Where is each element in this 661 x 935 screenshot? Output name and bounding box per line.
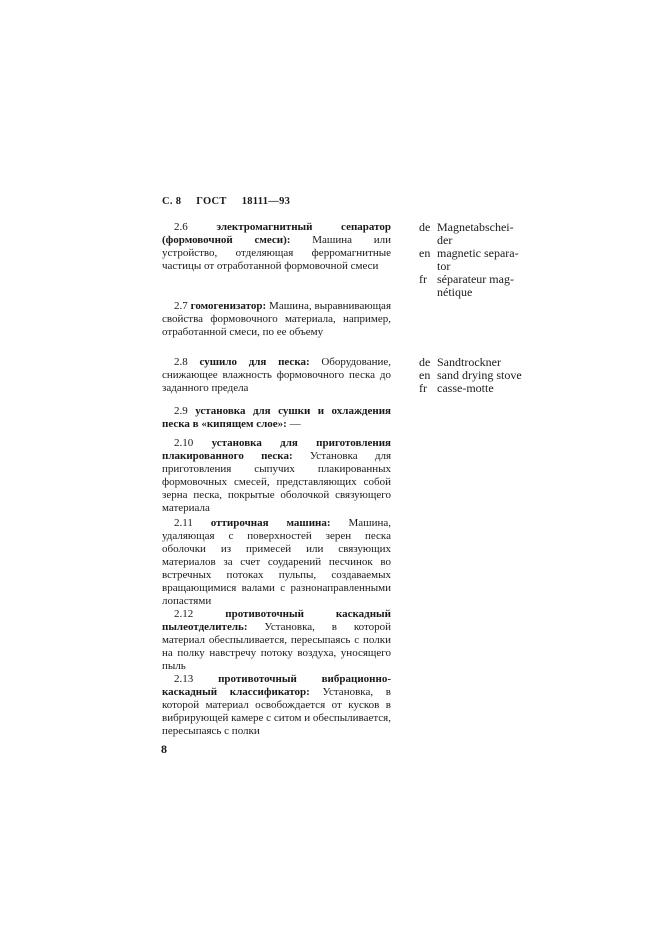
lang-code: en: [419, 246, 431, 260]
term-number: 2.13: [174, 673, 194, 685]
term-name: установка для приготовления плакированного песка:: [162, 437, 391, 462]
equivalent-term: sand drying stove: [437, 368, 522, 382]
header-standard: ГОСТ: [196, 196, 227, 207]
term-number: 2.7: [174, 300, 188, 312]
term-definition: Установка, в которой материал освобождается от кусков в вибрирующей камере с ситом и обеспыливается, пересыпаясь с полки: [162, 686, 392, 737]
term-name: оттирочная машина:: [210, 517, 331, 529]
header-number: 18111—93: [241, 196, 291, 207]
foreign-equivalents: [419, 221, 569, 299]
term-number: 2.6: [174, 221, 188, 233]
term-name: сушило для песка:: [199, 356, 310, 368]
term-entry: [162, 405, 391, 431]
lang-code: en: [419, 368, 431, 382]
term-entry: [162, 437, 391, 515]
term-number: 2.8: [174, 356, 188, 368]
page-header: [162, 196, 302, 207]
term-definition: Установка для приготовления сыпучих плакированных формовочных смесей, представляющих собой зерна песка, покрытые оболочкой связующего материала: [162, 450, 392, 514]
equivalent-term: Magnetabschei-: [437, 220, 514, 234]
term-entry: [162, 300, 391, 339]
term-entry: [162, 356, 391, 395]
term-entry: [162, 673, 391, 738]
lang-code: fr: [419, 272, 427, 286]
equivalent-term-cont: nétique: [437, 285, 473, 299]
lang-code: fr: [419, 381, 427, 395]
term-definition: Машина, выравнивающая свойства формовочного материала, например, отработанной смеси, по ее объему: [162, 300, 391, 338]
term-definition: Машина или устройство, отделяющая ферромагнитные частицы от отработанной формовочной смеси: [162, 234, 391, 272]
header-page: С. 8: [162, 196, 182, 207]
lang-code: de: [419, 220, 431, 234]
term-number: 2.11: [174, 517, 193, 529]
term-name: противоточный каскадный пылеотделитель:: [162, 608, 391, 633]
term-number: 2.9: [174, 405, 188, 417]
equivalent-term-cont: tor: [437, 259, 451, 273]
term-entry: [162, 608, 391, 673]
term-name: противоточный вибрационно-каскадный классификатор:: [162, 673, 391, 698]
page-number: 8: [161, 742, 167, 756]
term-number: 2.10: [174, 437, 194, 449]
term-definition: Оборудование, снижающее влажность формовочного песка до заданного предела: [162, 356, 391, 394]
term-name: электромагнитный сепаратор (формовочной смеси):: [162, 221, 391, 246]
foreign-equivalents: [419, 356, 569, 395]
equivalent-term: casse-motte: [437, 381, 494, 395]
term-entry: [162, 517, 391, 608]
term-entry: [162, 221, 391, 273]
lang-code: de: [419, 355, 431, 369]
term-name: установка для сушки и охлаждения песка в «кипящем слое»:: [162, 405, 391, 430]
term-name: гомогенизатор:: [190, 300, 267, 312]
term-definition: Установка, в которой материал обеспыливается, пересыпаясь с полки на полку навстречу потоку воздуха, уносящего пыль: [162, 621, 392, 672]
term-definition: Машина, удаляющая с поверхностей зерен песка оболочки из примесей или связующих материалов за счет соударений песчинок во встречных потоках пульпы, создаваемых вращающимися валами с разнонаправленными лопастями: [162, 517, 392, 607]
term-number: 2.12: [174, 608, 194, 620]
equivalent-term: séparateur mag-: [437, 272, 514, 286]
equivalent-term-cont: der: [437, 233, 453, 247]
equivalent-term: magnetic separa-: [437, 246, 519, 260]
term-definition: —: [289, 418, 301, 430]
equivalent-term: Sandtrockner: [437, 355, 501, 369]
